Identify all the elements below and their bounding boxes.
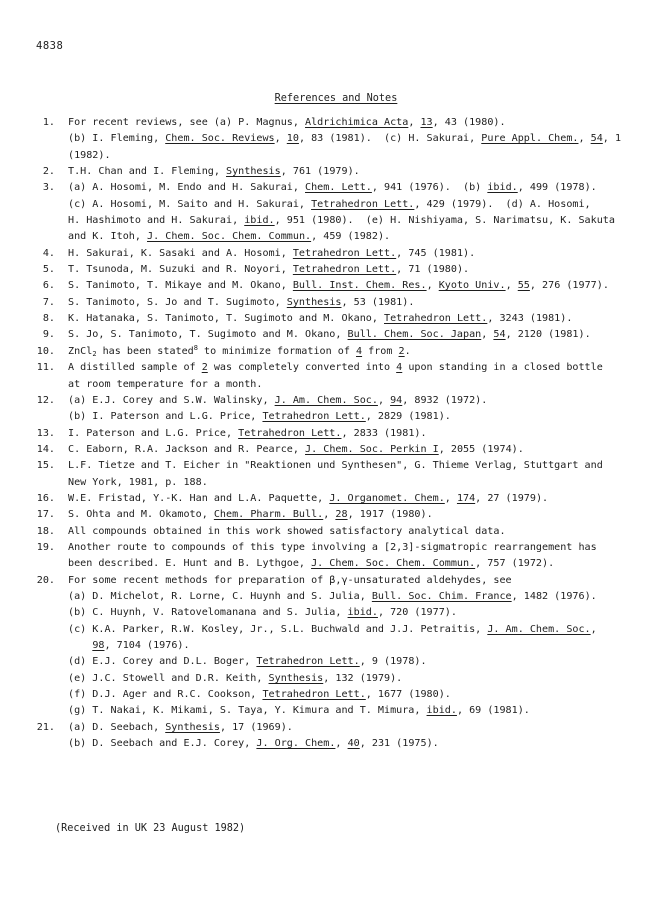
reference-text-span: , bbox=[377, 394, 391, 406]
reference-number: 3. bbox=[42, 182, 55, 194]
reference-text-span: , 2833 (1981). bbox=[341, 427, 427, 439]
reference-text bbox=[68, 573, 654, 720]
reference-text-span: , bbox=[578, 133, 591, 145]
underlined-citation-text: J. Organomet. Chem. bbox=[329, 492, 445, 504]
reference-line bbox=[68, 131, 654, 147]
underlined-citation-text: Bull. Soc. Chim. France bbox=[371, 590, 512, 602]
underlined-citation-text: 54 bbox=[493, 329, 506, 341]
reference-number: 10. bbox=[36, 345, 55, 357]
reference-number: 7. bbox=[42, 296, 55, 308]
reference-number: 17. bbox=[36, 509, 55, 521]
page-number: 4838 bbox=[36, 40, 64, 52]
reference-text bbox=[68, 360, 654, 393]
reference-text-span: All compounds obtained in this work showed satisfactory analytical data. bbox=[68, 525, 506, 537]
reference-line bbox=[68, 573, 654, 589]
reference-item bbox=[24, 507, 654, 523]
reference-text bbox=[68, 180, 654, 245]
reference-list bbox=[24, 115, 654, 752]
reference-text-span: (c) A. Hosomi, M. Saito and H. Sakurai, bbox=[68, 198, 312, 210]
reference-text-span: , 2829 (1981). bbox=[365, 411, 451, 423]
reference-number: 1. bbox=[42, 117, 55, 128]
reference-item bbox=[24, 442, 654, 458]
section-title: References and Notes bbox=[274, 93, 398, 104]
reference-text-span: S. Ohta and M. Okamoto, bbox=[68, 509, 214, 521]
underlined-citation-text: J. Chem. Soc. Chem. Commun. bbox=[147, 231, 312, 243]
reference-item bbox=[24, 344, 654, 360]
reference-number: 9. bbox=[42, 329, 55, 341]
reference-line bbox=[68, 736, 654, 752]
reference-text-span: , 7104 (1976). bbox=[104, 640, 190, 651]
reference-text-span: , 132 (1979). bbox=[323, 672, 403, 684]
reference-text bbox=[68, 458, 654, 491]
reference-text-span: (a) D. Michelot, R. Lorne, C. Huynh and S. Julia, bbox=[68, 590, 372, 602]
underlined-citation-text: Synthesis bbox=[286, 296, 342, 308]
reference-line bbox=[68, 360, 654, 376]
underlined-citation-text: 40 bbox=[347, 738, 360, 750]
reference-item bbox=[24, 360, 654, 393]
reference-number: 21. bbox=[36, 721, 55, 733]
underlined-citation-text: J. Am. Chem. Soc. bbox=[274, 394, 378, 406]
reference-line bbox=[68, 278, 654, 294]
reference-text bbox=[68, 164, 654, 180]
reference-text-span: , 2120 (1981). bbox=[505, 329, 591, 341]
reference-item bbox=[24, 426, 654, 442]
underlined-citation-text: 28 bbox=[335, 509, 348, 521]
reference-text bbox=[68, 278, 654, 294]
underlined-citation-text: 13 bbox=[420, 117, 433, 128]
underlined-citation-text: Bull. Inst. Chem. Res. bbox=[292, 280, 427, 292]
reference-text-span: , 720 (1977). bbox=[377, 607, 457, 619]
underlined-citation-text: Bull. Chem. Soc. Japan bbox=[347, 329, 482, 341]
reference-text-span: ZnCl bbox=[68, 345, 93, 357]
reference-text-span: upon standing in a closed bottle bbox=[402, 362, 603, 374]
reference-text-span: , 276 (1977). bbox=[529, 280, 609, 292]
reference-line bbox=[68, 344, 654, 360]
reference-number: 6. bbox=[42, 280, 55, 292]
reference-text-span: K. Hatanaka, S. Tanimoto, T. Sugimoto and M. Okano, bbox=[68, 313, 385, 325]
reference-text-span: H. Hashimoto and H. Sakurai, bbox=[68, 215, 245, 227]
reference-number: 2. bbox=[42, 166, 55, 178]
reference-item bbox=[24, 393, 654, 426]
underlined-citation-text: Chem. Soc. Reviews bbox=[165, 133, 275, 145]
reference-text bbox=[68, 311, 654, 327]
reference-item bbox=[24, 540, 654, 573]
reference-line bbox=[68, 197, 654, 213]
underlined-citation-text: J. Chem. Soc. Chem. Commun. bbox=[311, 558, 476, 570]
reference-text-span: , 53 (1981). bbox=[341, 296, 415, 308]
reference-item bbox=[24, 246, 654, 262]
reference-line bbox=[68, 393, 654, 409]
reference-text bbox=[68, 507, 654, 523]
reference-item bbox=[24, 491, 654, 507]
reference-text-span: to minimize formation of bbox=[197, 345, 356, 357]
reference-line bbox=[68, 442, 654, 458]
reference-line bbox=[68, 426, 654, 442]
reference-number: 19. bbox=[36, 541, 55, 553]
reference-text-span: , 43 (1980). bbox=[432, 117, 506, 128]
reference-text-span: (f) D.J. Ager and R.C. Cookson, bbox=[68, 689, 263, 701]
reference-text-span: , 761 (1979). bbox=[280, 166, 360, 178]
underlined-citation-text: 98 bbox=[92, 640, 105, 651]
reference-text-span: , 1 bbox=[602, 133, 622, 145]
reference-text-span: , 71 (1980). bbox=[396, 264, 470, 276]
reference-text-span: , 69 (1981). bbox=[456, 705, 530, 717]
reference-number: 5. bbox=[42, 264, 55, 276]
reference-line bbox=[68, 458, 654, 474]
reference-line bbox=[68, 262, 654, 278]
reference-text-span: T. Tsunoda, M. Suzuki and R. Noyori, bbox=[68, 264, 293, 276]
reference-text-span: (b) I. Paterson and L.G. Price, bbox=[68, 411, 263, 423]
reference-line bbox=[68, 507, 654, 523]
reference-line bbox=[68, 654, 654, 670]
underlined-citation-text: Kyoto Univ. bbox=[438, 280, 506, 292]
reference-line bbox=[68, 589, 654, 605]
reference-item bbox=[24, 720, 654, 753]
reference-text-span: , bbox=[481, 329, 494, 341]
reference-number: 14. bbox=[36, 443, 55, 455]
reference-text-span: , 8932 (1972). bbox=[402, 394, 488, 406]
reference-item bbox=[24, 262, 654, 278]
underlined-citation-text: Chem. Lett. bbox=[305, 182, 372, 194]
reference-line bbox=[68, 164, 654, 180]
reference-number: 8. bbox=[42, 313, 55, 325]
reference-text-span: , 941 (1976). (b) bbox=[371, 182, 488, 194]
reference-text-span: , 459 (1982). bbox=[311, 231, 391, 243]
reference-line bbox=[68, 540, 654, 556]
reference-text-span: , 499 (1978). bbox=[517, 182, 597, 194]
reference-text-span: , bbox=[323, 509, 336, 521]
reference-line bbox=[68, 671, 654, 687]
underlined-citation-text: 2 bbox=[201, 362, 208, 374]
underlined-citation-text: Tetrahedron Lett. bbox=[262, 411, 366, 423]
reference-text-span: (g) T. Nakai, K. Mikami, S. Taya, Y. Kimura and T. Mimura, bbox=[68, 705, 427, 717]
underlined-citation-text: Tetrahedron Lett. bbox=[311, 198, 415, 210]
reference-text-span: , 83 (1981). (c) H. Sakurai, bbox=[298, 133, 482, 145]
reference-text-span: from bbox=[362, 345, 399, 357]
reference-text-span: (b) D. Seebach and E.J. Corey, bbox=[68, 738, 257, 750]
reference-line bbox=[68, 638, 654, 654]
reference-number: 13. bbox=[36, 427, 55, 439]
subscript: 2 bbox=[92, 349, 97, 358]
reference-text-span: , 231 (1975). bbox=[359, 738, 439, 750]
underlined-citation-text: Pure Appl. Chem. bbox=[481, 133, 579, 145]
reference-text-span: C. Eaborn, R.A. Jackson and R. Pearce, bbox=[68, 443, 306, 455]
reference-line bbox=[68, 475, 654, 491]
reference-text bbox=[68, 344, 654, 360]
reference-line bbox=[68, 409, 654, 425]
underlined-citation-text: ibid. bbox=[426, 705, 457, 717]
reference-text-span: S. Tanimoto, S. Jo and T. Sugimoto, bbox=[68, 296, 287, 308]
reference-line bbox=[68, 246, 654, 262]
reference-text-span: and K. Itoh, bbox=[68, 231, 148, 243]
reference-item bbox=[24, 524, 654, 540]
reference-line bbox=[68, 491, 654, 507]
reference-text bbox=[68, 327, 654, 343]
underlined-citation-text: ibid. bbox=[244, 215, 275, 227]
underlined-citation-text: 94 bbox=[390, 394, 403, 406]
reference-text-span: (e) J.C. Stowell and D.R. Keith, bbox=[68, 672, 269, 684]
reference-text-span: (a) D. Seebach, bbox=[68, 721, 166, 733]
underlined-citation-text: Synthesis bbox=[268, 672, 324, 684]
underlined-citation-text: 10 bbox=[286, 133, 299, 145]
reference-text-span: S. Jo, S. Tanimoto, T. Sugimoto and M. Okano, bbox=[68, 329, 348, 341]
underlined-citation-text: J. Org. Chem. bbox=[256, 738, 336, 750]
reference-text-span: , bbox=[590, 623, 597, 635]
underlined-citation-text: 55 bbox=[517, 280, 530, 292]
reference-line bbox=[68, 327, 654, 343]
reference-line bbox=[68, 115, 654, 131]
underlined-citation-text: Aldrichimica Acta bbox=[305, 117, 409, 128]
reference-text-span: I. Paterson and L.G. Price, bbox=[68, 427, 239, 439]
reference-line bbox=[68, 622, 654, 638]
reference-text-span: , 757 (1972). bbox=[475, 558, 555, 570]
underlined-citation-text: 4 bbox=[356, 345, 363, 357]
reference-item bbox=[24, 164, 654, 180]
underlined-citation-text: J. Am. Chem. Soc. bbox=[487, 623, 591, 635]
reference-text bbox=[68, 393, 654, 426]
underlined-citation-text: 54 bbox=[590, 133, 603, 145]
underlined-citation-text: Tetrahedron Lett. bbox=[292, 247, 397, 259]
reference-text bbox=[68, 262, 654, 278]
reference-text-span: , 1917 (1980). bbox=[347, 509, 433, 521]
reference-line bbox=[68, 311, 654, 327]
reference-text-span: , bbox=[444, 492, 457, 504]
reference-text-span: , bbox=[408, 117, 421, 128]
reference-text-span: at room temperature for a month. bbox=[68, 378, 263, 390]
reference-line bbox=[68, 148, 654, 164]
reference-line bbox=[68, 687, 654, 703]
reference-line bbox=[68, 703, 654, 719]
underlined-citation-text: Tetrahedron Lett. bbox=[262, 689, 366, 701]
reference-line bbox=[68, 720, 654, 736]
underlined-citation-text: ibid. bbox=[487, 182, 518, 194]
reference-text bbox=[68, 491, 654, 507]
reference-text-span: (b) C. Huynh, V. Ratovelomanana and S. Julia, bbox=[68, 607, 348, 619]
reference-text-span: , bbox=[335, 738, 348, 750]
reference-text bbox=[68, 442, 654, 458]
reference-text-span: L.F. Tietze and T. Eicher in "Reaktionen und Synthesen", G. Thieme Verlag, Stuttgart and bbox=[68, 460, 603, 472]
reference-text bbox=[68, 246, 654, 262]
reference-text bbox=[68, 720, 654, 753]
reference-text-span: has been stated bbox=[96, 345, 194, 357]
reference-text-span: A distilled sample of bbox=[68, 362, 202, 374]
received-date: (Received in UK 23 August 1982) bbox=[55, 823, 246, 834]
reference-text-span: , 2055 (1974). bbox=[438, 443, 524, 455]
reference-item bbox=[24, 311, 654, 327]
reference-number: 16. bbox=[36, 492, 55, 504]
reference-text-span: (c) K.A. Parker, R.W. Kosley, Jr., S.L. Buchwald and J.J. Petraitis, bbox=[68, 623, 488, 635]
reference-text-span: (d) E.J. Corey and D.L. Boger, bbox=[68, 656, 257, 668]
reference-text-span: , bbox=[274, 133, 287, 145]
underlined-citation-text: Synthesis bbox=[226, 166, 281, 178]
reference-text-span: , 9 (1978). bbox=[359, 656, 427, 668]
reference-text bbox=[68, 426, 654, 442]
reference-number: 12. bbox=[36, 394, 55, 406]
reference-text-span: , 951 (1980). (e) H. Nishiyama, S. Narimatsu, K. Sakuta bbox=[274, 215, 615, 227]
reference-text-span: , 17 (1969). bbox=[219, 721, 293, 733]
reference-number: 18. bbox=[36, 525, 55, 537]
reference-number: 11. bbox=[36, 362, 55, 374]
reference-text-span: , 429 (1979). (d) A. Hosomi, bbox=[414, 198, 591, 210]
underlined-citation-text: 4 bbox=[396, 362, 403, 374]
reference-text-span: , 27 (1979). bbox=[475, 492, 549, 504]
reference-text-span: , 3243 (1981). bbox=[487, 313, 573, 325]
reference-text-span: For recent reviews, see (a) P. Magnus, bbox=[68, 117, 306, 128]
reference-line bbox=[68, 213, 654, 229]
reference-text-span: . bbox=[404, 345, 411, 357]
underlined-citation-text: 174 bbox=[456, 492, 476, 504]
reference-text-span: T.H. Chan and I. Fleming, bbox=[68, 166, 227, 178]
underlined-citation-text: Synthesis bbox=[165, 721, 220, 733]
reference-text-span: , 1677 (1980). bbox=[365, 689, 451, 701]
underlined-citation-text: 2 bbox=[398, 345, 405, 357]
reference-number: 15. bbox=[36, 460, 55, 472]
reference-text-span: , 745 (1981). bbox=[396, 247, 476, 259]
underlined-citation-text: Tetrahedron Lett. bbox=[256, 656, 360, 668]
underlined-citation-text: Tetrahedron Lett. bbox=[292, 264, 397, 276]
reference-line bbox=[68, 180, 654, 196]
reference-text bbox=[68, 295, 654, 311]
reference-item bbox=[24, 295, 654, 311]
reference-item bbox=[24, 573, 654, 720]
reference-text-span: , bbox=[426, 280, 439, 292]
reference-text-span: (a) A. Hosomi, M. Endo and H. Sakurai, bbox=[68, 182, 306, 194]
reference-line bbox=[68, 605, 654, 621]
reference-item bbox=[24, 278, 654, 294]
reference-text bbox=[68, 115, 654, 164]
reference-line bbox=[68, 229, 654, 245]
reference-item bbox=[24, 180, 654, 245]
superscript: 8 bbox=[193, 343, 198, 352]
reference-line bbox=[68, 524, 654, 540]
reference-text bbox=[68, 524, 654, 540]
reference-line bbox=[68, 377, 654, 393]
reference-number: 4. bbox=[42, 247, 55, 259]
underlined-citation-text: ibid. bbox=[347, 607, 378, 619]
reference-text-span: (a) E.J. Corey and S.W. Walinsky, bbox=[68, 394, 275, 406]
reference-text-span: been described. E. Hunt and B. Lythgoe, bbox=[68, 558, 312, 570]
reference-text-span: W.E. Fristad, Y.-K. Han and L.A. Paquette, bbox=[68, 492, 330, 504]
reference-line bbox=[68, 556, 654, 572]
reference-number: 20. bbox=[36, 574, 55, 586]
underlined-citation-text: Chem. Pharm. Bull. bbox=[213, 509, 324, 521]
reference-text-span: , 1482 (1976). bbox=[511, 590, 597, 602]
reference-line bbox=[68, 295, 654, 311]
reference-text bbox=[68, 540, 654, 573]
reference-text-span: , bbox=[505, 280, 518, 292]
underlined-citation-text: Tetrahedron Lett. bbox=[238, 427, 342, 439]
reference-item bbox=[24, 458, 654, 491]
reference-text-span: New York, 1981, p. 188. bbox=[68, 476, 208, 488]
reference-text-span: For some recent methods for preparation of β,γ-unsaturated aldehydes, see bbox=[68, 574, 512, 586]
reference-text-span: was completely converted into bbox=[207, 362, 397, 374]
underlined-citation-text: Tetrahedron Lett. bbox=[384, 313, 488, 325]
reference-text-span bbox=[68, 640, 92, 651]
reference-item bbox=[24, 327, 654, 343]
reference-text-span: H. Sakurai, K. Sasaki and A. Hosomi, bbox=[68, 247, 293, 259]
reference-text-span: (b) I. Fleming, bbox=[68, 133, 166, 145]
reference-text-span: S. Tanimoto, T. Mikaye and M. Okano, bbox=[68, 280, 293, 292]
underlined-citation-text: J. Chem. Soc. Perkin I bbox=[305, 443, 439, 455]
reference-text-span: (1982). bbox=[68, 149, 111, 161]
reference-text-span: Another route to compounds of this type involving a [2,3]-sigmatropic rearrangement has bbox=[68, 541, 597, 553]
reference-item bbox=[24, 115, 654, 164]
